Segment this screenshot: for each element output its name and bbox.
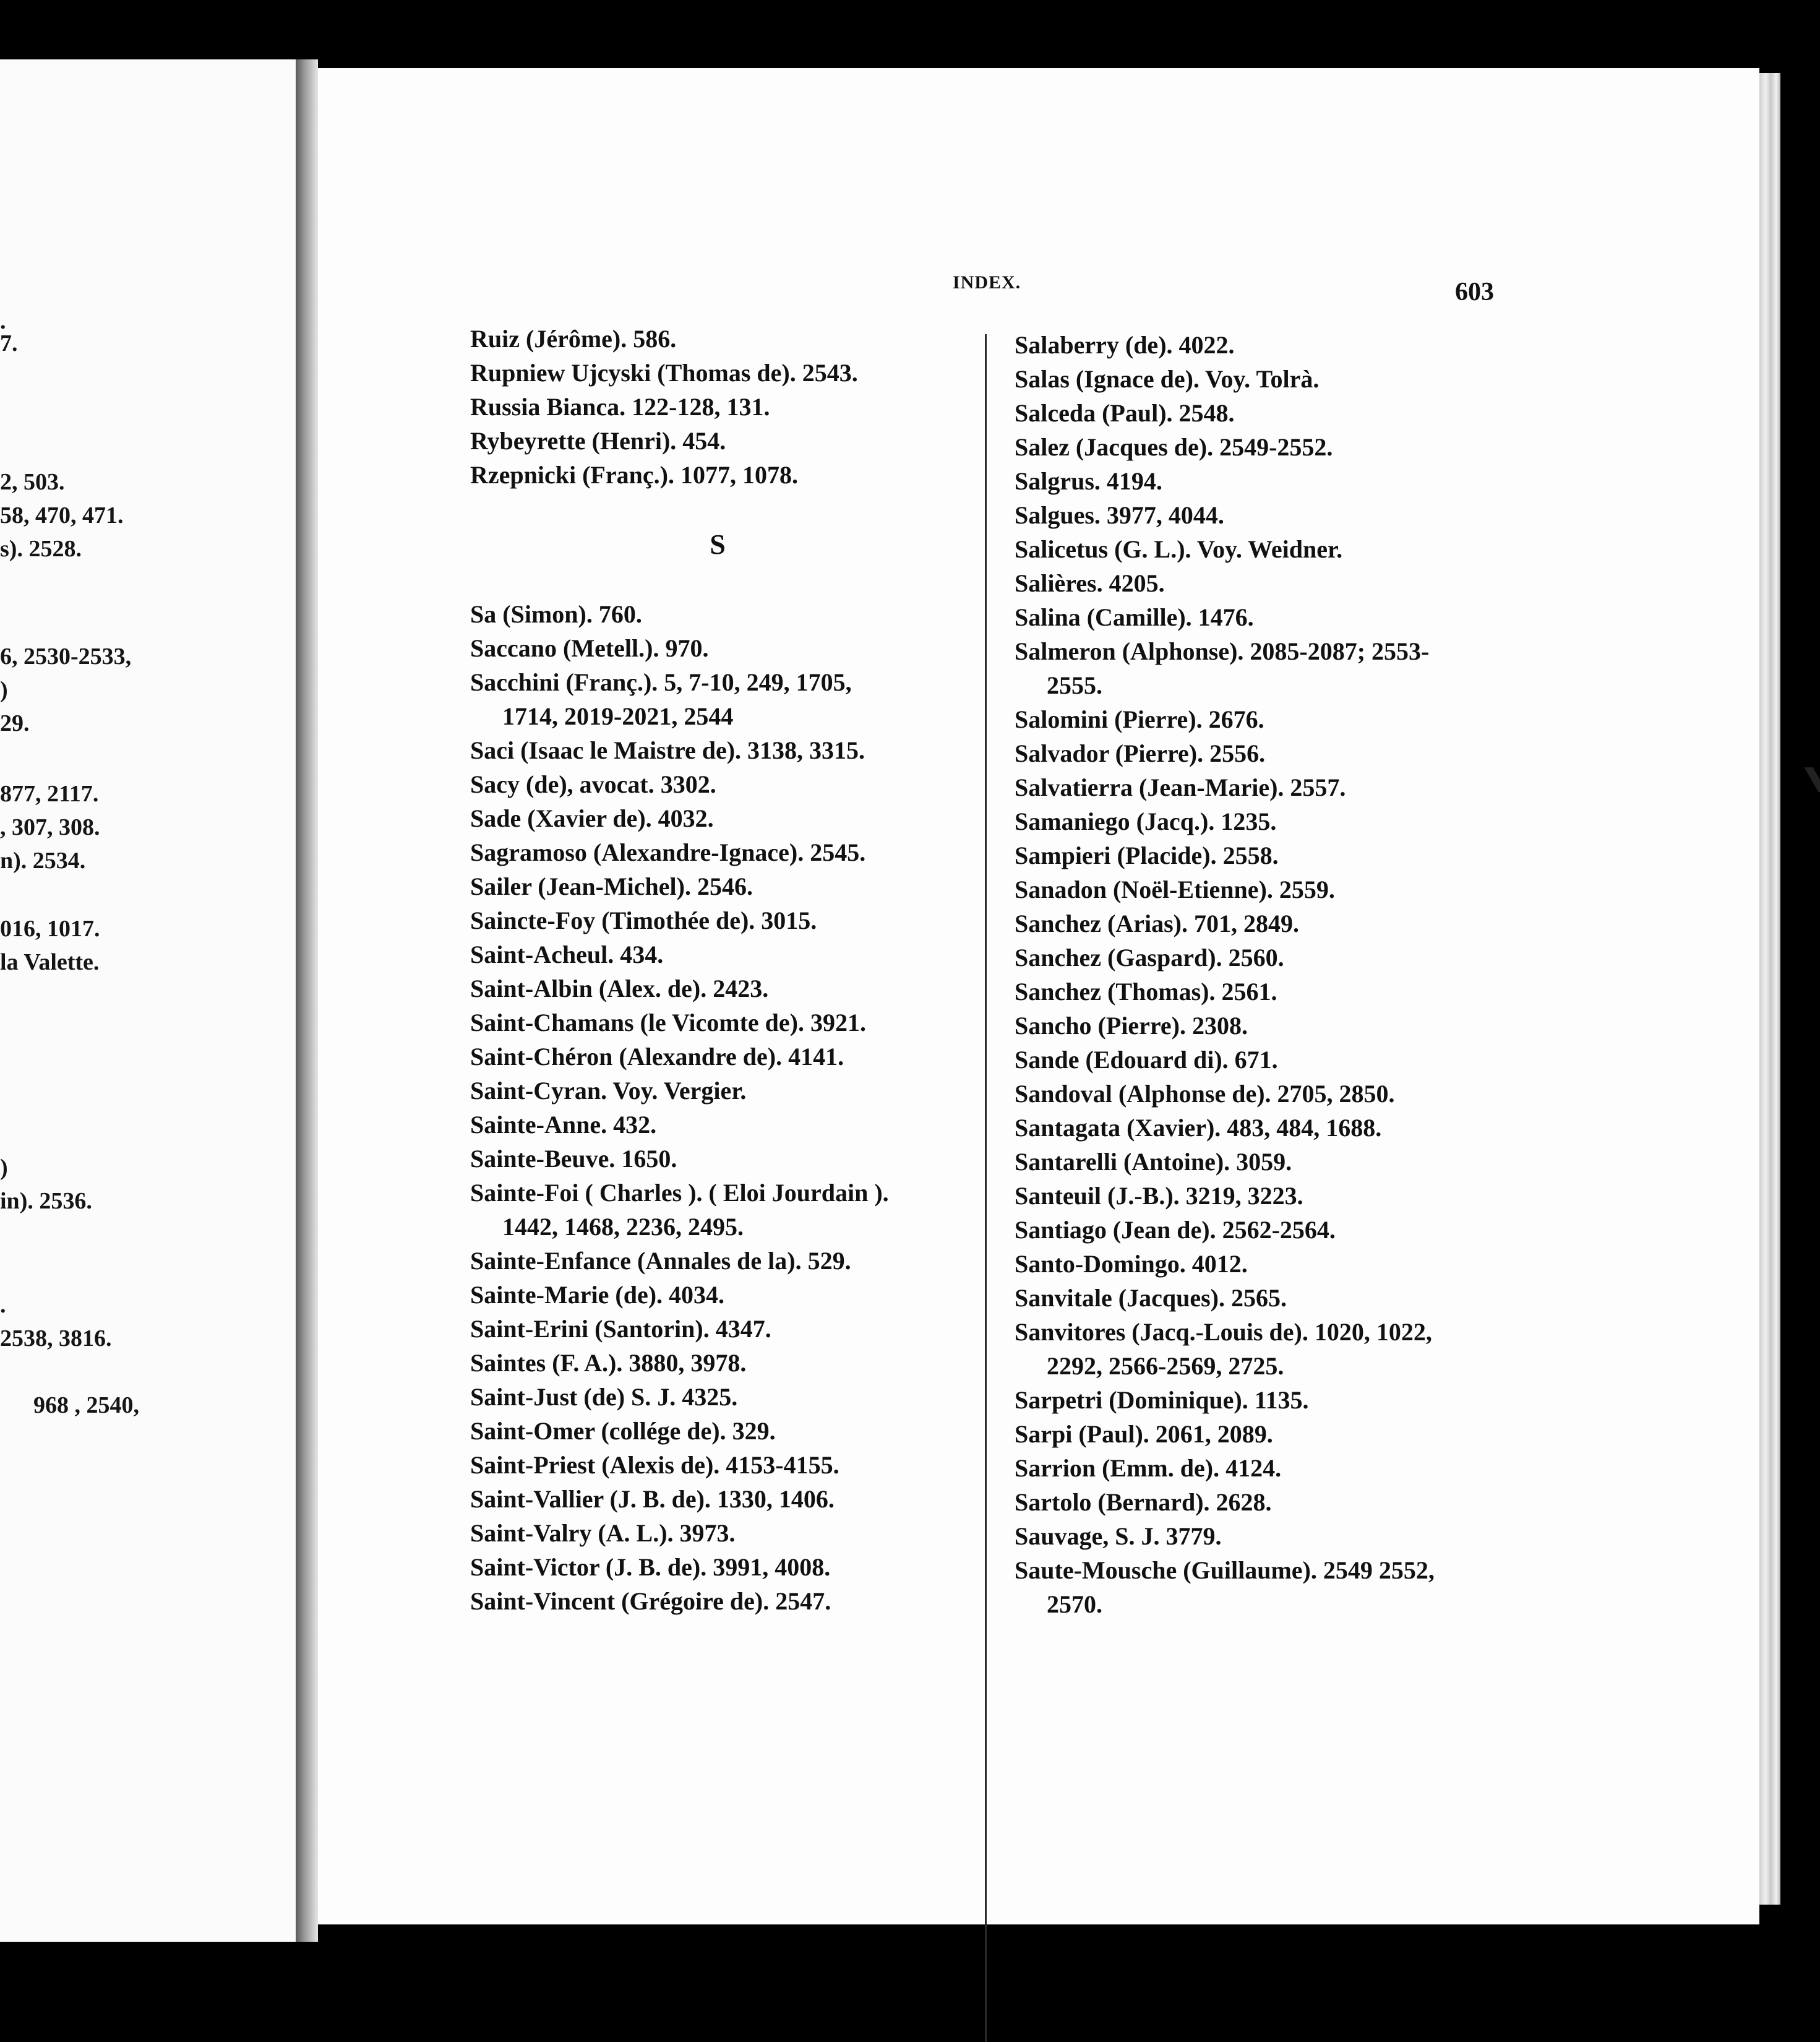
index-entry: Salez (Jacques de). 2549-2552.	[1015, 433, 1333, 461]
left-fragment: 2538, 3816.	[0, 1325, 112, 1351]
index-entry: Sampieri (Placide). 2558.	[1015, 842, 1279, 869]
index-entry: Saint-Chéron (Alexandre de). 4141.	[470, 1043, 844, 1071]
left-fragment: in). 2536.	[0, 1188, 92, 1214]
column-divider	[985, 334, 987, 2042]
index-entry: Salceda (Paul). 2548.	[1015, 399, 1235, 427]
index-entry: Salicetus (G. L.). Voy. Weidner.	[1015, 535, 1343, 563]
index-entry: Sainte-Enfance (Annales de la). 529.	[470, 1247, 851, 1275]
index-entry: Saintes (F. A.). 3880, 3978.	[470, 1349, 747, 1377]
index-entry: Saint-Vincent (Grégoire de). 2547.	[470, 1587, 831, 1615]
index-entry: Saint-Valry (A. L.). 3973.	[470, 1519, 736, 1547]
index-entry-continuation: 1442, 1468, 2236, 2495.	[502, 1213, 744, 1241]
scan-artifact	[1658, 16, 1662, 19]
index-entry: Salvador (Pierre). 2556.	[1015, 739, 1266, 767]
index-entry: Sarpetri (Dominique). 1135.	[1015, 1386, 1309, 1414]
index-entry: Sainte-Beuve. 1650.	[470, 1145, 677, 1173]
index-entry: Sauvage, S. J. 3779.	[1015, 1522, 1222, 1550]
index-entry: Sa (Simon). 760.	[470, 600, 642, 628]
index-entry: Rzepnicki (Franç.). 1077, 1078.	[470, 461, 798, 489]
left-fragment: )	[0, 1155, 8, 1181]
index-entry: Sancho (Pierre). 2308.	[1015, 1012, 1248, 1040]
left-fragment: .	[0, 308, 6, 334]
index-entry: Saute-Mousche (Guillaume). 2549 2552,	[1015, 1556, 1435, 1584]
left-fragment: 29.	[0, 710, 30, 736]
running-header: INDEX.	[953, 272, 1021, 293]
index-entry: Sande (Edouard di). 671.	[1015, 1046, 1278, 1074]
index-entry: Saint-Cyran. Voy. Vergier.	[470, 1077, 747, 1105]
index-entry: Sarrion (Emm. de). 4124.	[1015, 1454, 1282, 1482]
index-entry: Sanadon (Noël-Etienne). 2559.	[1015, 876, 1335, 903]
index-column-left	[470, 322, 965, 1618]
index-entry: Santo-Domingo. 4012.	[1015, 1250, 1248, 1278]
index-entry: Sanvitores (Jacq.-Louis de). 1020, 1022,	[1015, 1318, 1432, 1346]
index-entry: Sanchez (Arias). 701, 2849.	[1015, 910, 1299, 937]
left-fragment: n). 2534.	[0, 848, 86, 874]
book-gutter	[296, 59, 318, 1942]
left-fragment: .	[0, 1292, 6, 1318]
index-entry: Saccano (Metell.). 970.	[470, 634, 709, 662]
scan-artifact	[1804, 767, 1820, 792]
index-entry: Sanchez (Gaspard). 2560.	[1015, 944, 1284, 971]
left-fragment: , 307, 308.	[0, 814, 100, 840]
index-entry: Rupniew Ujcyski (Thomas de). 2543.	[470, 359, 858, 387]
left-fragment: 6, 2530-2533,	[0, 644, 132, 670]
left-fragment: 016, 1017.	[0, 916, 100, 942]
page-number: 603	[1455, 278, 1494, 306]
index-entry-continuation: 2570.	[1047, 1590, 1102, 1618]
left-page	[0, 59, 296, 1942]
index-entry: Santiago (Jean de). 2562-2564.	[1015, 1216, 1336, 1244]
index-entry: Salvatierra (Jean-Marie). 2557.	[1015, 773, 1346, 801]
index-entry: Russia Bianca. 122-128, 131.	[470, 393, 770, 421]
index-entry: Sartolo (Bernard). 2628.	[1015, 1488, 1272, 1516]
section-letter: S	[710, 528, 726, 560]
left-fragment: la Valette.	[0, 949, 100, 975]
index-entry: Sarpi (Paul). 2061, 2089.	[1015, 1420, 1273, 1448]
index-entry: Saci (Isaac le Maistre de). 3138, 3315.	[470, 736, 865, 764]
index-entry: Saint-Vallier (J. B. de). 1330, 1406.	[470, 1485, 835, 1513]
left-fragment: 7.	[0, 330, 18, 356]
index-entry: Sacchini (Franç.). 5, 7-10, 249, 1705,	[470, 668, 852, 696]
index-entry: Salina (Camille). 1476.	[1015, 603, 1254, 631]
index-column-right	[1015, 328, 1509, 1621]
index-entry: Salgrus. 4194.	[1015, 467, 1162, 495]
left-fragment: 877, 2117.	[0, 781, 99, 807]
index-entry-continuation: 2292, 2566-2569, 2725.	[1047, 1352, 1284, 1380]
index-entry: Sagramoso (Alexandre-Ignace). 2545.	[470, 838, 866, 866]
index-entry: Sacy (de), avocat. 3302.	[470, 770, 716, 798]
index-entry: Sainte-Marie (de). 4034.	[470, 1281, 725, 1309]
left-fragment: 2, 503.	[0, 469, 65, 495]
index-entry: Sanvitale (Jacques). 2565.	[1015, 1284, 1287, 1312]
index-entry: Santeuil (J.-B.). 3219, 3223.	[1015, 1182, 1303, 1210]
index-entry: Saincte-Foy (Timothée de). 3015.	[470, 907, 817, 934]
index-entry: Sailer (Jean-Michel). 2546.	[470, 872, 753, 900]
index-entry: Sandoval (Alphonse de). 2705, 2850.	[1015, 1080, 1395, 1108]
index-entry: Salaberry (de). 4022.	[1015, 331, 1235, 359]
index-entry: Saint-Just (de) S. J. 4325.	[470, 1383, 738, 1411]
index-entry: Santagata (Xavier). 483, 484, 1688.	[1015, 1114, 1382, 1142]
index-entry: Salmeron (Alphonse). 2085-2087; 2553-	[1015, 637, 1430, 665]
index-entry-continuation: 1714, 2019-2021, 2544	[502, 702, 734, 730]
index-entry: Salières. 4205.	[1015, 569, 1165, 597]
index-entry: Sainte-Anne. 432.	[470, 1111, 657, 1139]
page-edges	[1759, 73, 1780, 1905]
index-entry: Saint-Chamans (le Vicomte de). 3921.	[470, 1009, 866, 1036]
index-entry-continuation: 2555.	[1047, 671, 1102, 699]
left-fragment: s). 2528.	[0, 536, 82, 562]
index-entry: Salomini (Pierre). 2676.	[1015, 705, 1264, 733]
index-entry: Saint-Erini (Santorin). 4347.	[470, 1315, 771, 1343]
index-entry: Sanchez (Thomas). 2561.	[1015, 978, 1277, 1006]
index-entry: Rybeyrette (Henri). 454.	[470, 427, 726, 455]
index-entry: Saint-Priest (Alexis de). 4153-4155.	[470, 1451, 839, 1479]
index-entry: Santarelli (Antoine). 3059.	[1015, 1148, 1292, 1176]
left-fragment: 58, 470, 471.	[0, 502, 124, 528]
index-entry: Salgues. 3977, 4044.	[1015, 501, 1224, 529]
left-fragment: )	[0, 677, 8, 703]
index-entry: Ruiz (Jérôme). 586.	[470, 325, 677, 353]
index-entry: Saint-Acheul. 434.	[470, 941, 664, 968]
index-entry: Saint-Albin (Alex. de). 2423.	[470, 975, 769, 1002]
index-entry: Salas (Ignace de). Voy. Tolrà.	[1015, 365, 1320, 393]
index-entry: Samaniego (Jacq.). 1235.	[1015, 808, 1277, 835]
index-entry: Sade (Xavier de). 4032.	[470, 804, 714, 832]
index-entry: Saint-Omer (collége de). 329.	[470, 1417, 776, 1445]
index-entry: Sainte-Foi ( Charles ). ( Eloi Jourdain ).	[470, 1179, 889, 1207]
index-entry: Saint-Victor (J. B. de). 3991, 4008.	[470, 1553, 831, 1581]
left-fragment: 968 , 2540,	[33, 1392, 139, 1418]
